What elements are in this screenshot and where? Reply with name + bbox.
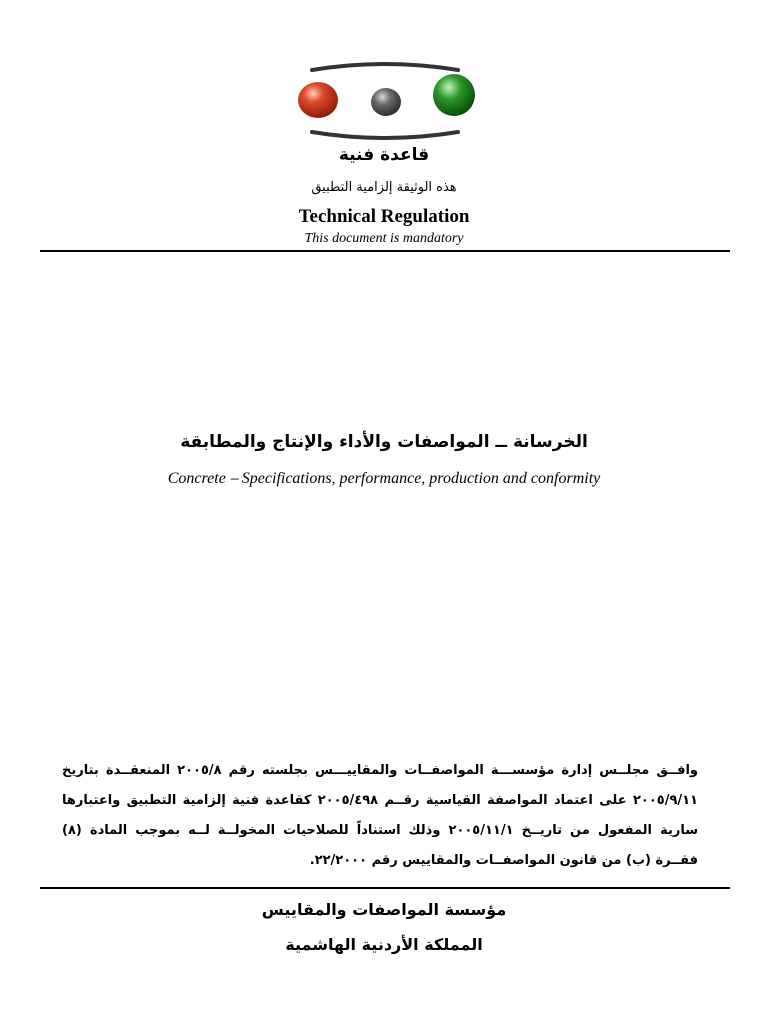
header-title-en: Technical Regulation xyxy=(298,206,470,227)
document-title-ar: الخرسانة ــ المواصفات والأداء والإنتاج والمطابقة xyxy=(180,432,588,452)
logo-red-light xyxy=(298,82,338,118)
header-divider xyxy=(40,250,730,252)
logo-gray-light xyxy=(371,88,401,116)
logo-top-arc xyxy=(312,64,458,70)
header-subtitle-ar: هذه الوثيقة إلزامية التطبيق xyxy=(311,180,457,195)
document-title-en: Concrete ⎯ Specifications, performance, production and conformity xyxy=(167,470,601,487)
footer-divider xyxy=(40,887,730,889)
header-title-ar: قاعدة فنية xyxy=(338,145,430,165)
header-subtitle-en: This document is mandatory xyxy=(304,231,464,246)
footer-organization: مؤسسة المواصفات والمقاييس xyxy=(261,900,507,919)
logo-bottom-arc xyxy=(312,132,458,138)
approval-paragraph: وافــق مجلــس إدارة مؤسســـة المواصفــات والمقاييـــس بجلسته رقم ٢٠٠٥/٨ المنعقــدة بتاريخ ٢٠٠٥/٩/١١ على اعتماد المواصفة القياسية رقــم ٢٠٠٥/٤٩٨ كقاعدة فنية إلزامية التطبيق واعتبارها سارية المفعول من تاريــخ ٢٠٠٥/١١/١ وذلك استناداً للصلاحيات المخولــة لــه بموجب المادة (٨) فقــرة (ب) من قانون المواصفــات والمقاييس رقم ٢٢/٢٠٠٠. xyxy=(62,763,699,868)
logo-green-light xyxy=(433,74,475,116)
traffic-light-logo-icon xyxy=(290,60,480,140)
footer-country: المملكة الأردنية الهاشمية xyxy=(285,935,483,954)
